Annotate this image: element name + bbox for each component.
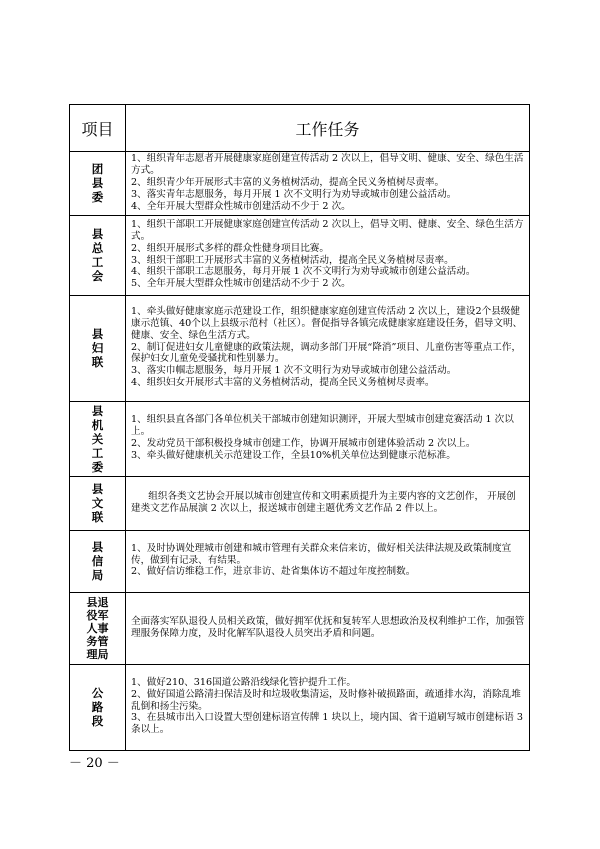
task-item: 2、制订促进妇女儿童健康的政策法规，调动多部门开展“降消”项目、儿童伤害等重点工作，保护妇女儿童免受骚扰和性别暴力。 <box>131 341 522 365</box>
table-row <box>70 152 530 216</box>
unit-name-char: 委 <box>91 459 104 474</box>
unit-name-char: 工 <box>91 445 104 460</box>
unit-name-char: 会 <box>91 269 104 284</box>
tasks-cell <box>126 476 530 530</box>
task-item: 1、组织干部职工开展健康家庭创建宣传活动 2 次以上，倡导文明、健康、安全、绿色生活方式。 <box>131 218 524 242</box>
task-item: 1、及时协调处理城市创建和城市管理有关群众来信来访，做好相关法律法规及政策制度宣传，做到有记录、有结果。 <box>131 542 512 566</box>
task-item: 1、牵头做好健康家庭示范建设工作，组织健康家庭创建宣传活动 2 次以上，建设2个县级健康示范镇、40个以上县级示范村（社区）。督促指导各镇完成健康家庭建设任务，倡导文明、健康、安全、绿色生活方式。 <box>131 305 523 341</box>
unit-name-char: 机 <box>91 417 104 432</box>
tasks-cell <box>126 152 530 216</box>
unit-name-cell <box>70 295 126 401</box>
task-item: 2、发动党员干部积极投身城市创建工作，协调开展城市创建体验活动 2 次以上。 <box>131 438 476 450</box>
unit-name-char: 公 <box>91 686 104 701</box>
table-row <box>70 215 530 295</box>
task-item: 4、组织干部职工志愿服务，每月开展 1 次不文明行为劝导或城市创建公益活动。 <box>131 266 476 278</box>
unit-name-char: 路 <box>91 700 104 715</box>
unit-name-char: 段 <box>91 714 104 729</box>
task-item: 2、组织开展形式多样的群众性健身项目比赛。 <box>131 242 329 254</box>
unit-name-char: 县 <box>91 403 104 418</box>
tasks-cell <box>126 664 530 750</box>
unit-name-char: 理局 <box>86 647 109 661</box>
table-row <box>70 530 530 592</box>
task-item: 3、牵头做好健康机关示范建设工作，全县10%机关单位达到健康示范标准。 <box>131 449 456 461</box>
task-item: 组织各类文艺协会开展以城市创建宣传和文明素质提升为主要内容的文艺创作， 开展创建类文艺作品展演 2 次以上，报送城市创建主题优秀文艺作品 2 件以上。 <box>131 490 516 514</box>
unit-name-char: 县 <box>91 227 104 242</box>
unit-name-cell <box>70 215 126 295</box>
page-number: － 20 － <box>69 756 120 771</box>
table-row <box>70 401 530 476</box>
unit-name-cell <box>70 152 126 216</box>
task-item: 1、做好210、316国道公路沿线绿化管护提升工作。 <box>131 676 357 688</box>
task-item: 3、组织干部职工开展形式丰富的义务植树活动，提高全民义务植树尽责率。 <box>131 254 454 266</box>
unit-name-char: 人事 <box>86 621 109 635</box>
task-item: 2、组织青少年开展形式丰富的义务植树活动，提高全民义务植树尽责率。 <box>131 176 445 188</box>
task-item: 1、组织县直各部门各单位机关干部城市创建知识测评，开展大型城市创建竞赛活动 1 次以上。 <box>131 414 514 438</box>
task-item: 3、落实巾帼志愿服务，每月开展 1 次不文明行为劝导或城市创建公益活动。 <box>131 365 457 377</box>
task-table <box>69 104 530 751</box>
task-item: 2、做好信访维稳工作，进京非访、赴省集体访不超过年度控制数。 <box>131 566 416 578</box>
unit-name-char: 工 <box>91 255 104 270</box>
task-item: 4、全年开展大型群众性城市创建活动不少于 2 次。 <box>131 200 351 212</box>
unit-name-cell <box>70 664 126 750</box>
tasks-cell <box>126 295 530 401</box>
task-item: 5、全年开展大型群众性城市创建活动不少于 2 次。 <box>131 278 351 290</box>
unit-name-char: 役军 <box>86 608 109 622</box>
table-body <box>70 152 530 751</box>
unit-name-char: 妇 <box>91 341 104 356</box>
table-row <box>70 664 530 750</box>
task-item: 全面落实军队退役人员相关政策，做好拥军优抚和复转军人思想政治及权利维护工作，加强管理服务保障力度，及时化解军队退役人员突出矛盾和问题。 <box>131 615 525 639</box>
task-table-container <box>69 104 529 751</box>
unit-name-char: 县 <box>91 176 104 191</box>
task-item: 2、做好国道公路清扫保洁及时和垃圾收集清运，及时修补破损路面，疏通排水沟，消除乱堆乱倒和扬尘污染。 <box>131 688 521 712</box>
unit-name-char: 县退 <box>86 595 109 609</box>
unit-name-cell <box>70 476 126 530</box>
unit-name-char: 务管 <box>86 634 109 648</box>
task-item: 3、在县城市出入口设置大型创建标语宣传牌 1 块以上，境内国、省干道刷写城市创建标语 3 条以上。 <box>131 712 524 736</box>
task-item: 3、落实青年志愿服务，每月开展 1 次不文明行为劝导或城市创建公益活动。 <box>131 188 457 200</box>
unit-name-char: 关 <box>91 431 104 446</box>
unit-name-cell <box>70 592 126 664</box>
table-row <box>70 592 530 664</box>
unit-name-char: 联 <box>91 510 104 525</box>
header-tasks: 工作任务 <box>126 105 530 152</box>
tasks-cell <box>126 401 530 476</box>
unit-name-char: 文 <box>91 496 104 511</box>
unit-name-cell <box>70 530 126 592</box>
unit-name-char: 县 <box>91 482 104 497</box>
tasks-cell <box>126 592 530 664</box>
task-item: 1、组织青年志愿者开展健康家庭创建宣传活动 2 次以上，倡导文明、健康、安全、绿色生活方式。 <box>131 153 524 176</box>
task-item: 4、组织妇女开展形式丰富的义务植树活动，提高全民义务植树尽责率。 <box>131 377 435 389</box>
unit-name-char: 县 <box>91 327 104 342</box>
unit-name-char: 信 <box>91 554 104 569</box>
tasks-cell <box>126 215 530 295</box>
unit-name-char: 县 <box>91 540 104 555</box>
header-project: 项目 <box>70 105 126 152</box>
unit-name-char: 联 <box>91 355 104 370</box>
unit-name-char: 总 <box>91 241 104 256</box>
unit-name-char: 局 <box>91 568 104 583</box>
table-row <box>70 476 530 530</box>
unit-name-char: 团 <box>91 162 104 177</box>
table-row <box>70 295 530 401</box>
tasks-cell <box>126 530 530 592</box>
table-header-row <box>70 105 530 152</box>
unit-name-char: 委 <box>91 190 104 205</box>
unit-name-cell <box>70 401 126 476</box>
